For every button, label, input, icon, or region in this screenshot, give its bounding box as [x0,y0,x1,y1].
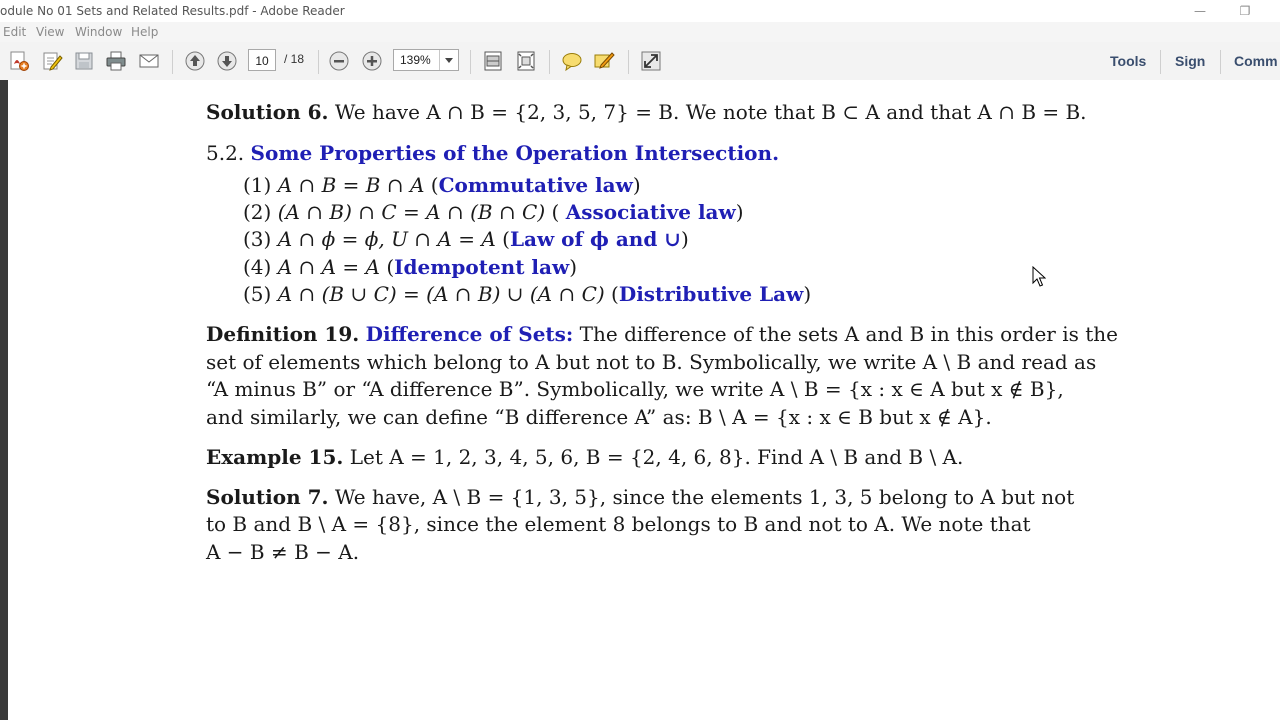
minimize-button[interactable]: — [1194,4,1206,18]
property-paren: ( [502,227,510,251]
property-paren: ) [569,255,577,279]
section-heading [206,141,779,165]
solution-6-label: Solution 6. [206,100,329,124]
menu-window[interactable]: Window [75,25,123,39]
property-formula: A ∩ A = A [277,255,380,279]
document-page [8,80,1280,720]
solution-6 [206,100,1087,124]
page-number-input[interactable]: 10 [248,49,276,71]
solution-7-line-3: A − B ≠ B − A. [206,540,360,564]
property-item [243,282,811,306]
property-number: (1) [243,173,272,197]
next-page-icon[interactable] [216,50,238,72]
toolbar [0,42,1280,81]
property-paren: ) [681,227,689,251]
property-paren: ( [551,200,566,224]
chevron-down-icon[interactable] [439,50,458,70]
save-icon[interactable] [73,50,95,72]
property-item [243,173,641,197]
zoom-value: 139% [400,53,431,67]
property-law: Idempotent law [394,255,570,279]
solution-7-line-2: to B and B \ A = {8}, since the element 8 belongs to B and not to A. We note that [206,512,1031,536]
sign-link[interactable]: Sign [1175,53,1206,69]
property-law: Associative law [565,200,736,224]
property-number: (4) [243,255,272,279]
property-item [243,200,744,224]
property-paren: ( [430,173,439,197]
menu-help[interactable]: Help [131,25,159,39]
title-bar [0,0,1280,22]
email-icon[interactable] [138,50,160,72]
comment-link[interactable]: Comm [1234,53,1278,69]
property-paren: ) [803,282,812,306]
section-number: 5.2. [206,141,245,165]
property-paren: ( [611,282,619,306]
definition-19-line-4: and similarly, we can define “B difference A” as: B \ A = {x : x ∈ B but x ∉ A}. [206,405,992,429]
zoom-out-icon[interactable] [328,50,350,72]
restore-button[interactable]: ❐ [1239,4,1251,18]
tools-link[interactable]: Tools [1110,53,1147,69]
property-item [243,255,577,279]
property-formula: A ∩ ϕ = ϕ, U ∩ A = A [277,227,496,251]
definition-19-text: The difference of the sets A and B in this order is the [579,322,1118,346]
previous-page-icon[interactable] [184,50,206,72]
solution-7-text: We have, A \ B = {1, 3, 5}, since the elements 1, 3, 5 belong to A but not [334,485,1075,509]
property-paren: ) [632,173,641,197]
window-title: odule No 01 Sets and Related Results.pdf - Adobe Reader [0,4,345,18]
solution-7-line-1 [206,485,1074,509]
toolbar-separator [1160,50,1161,74]
property-law: Distributive Law [618,282,804,306]
example-15-label: Example 15. [206,445,344,469]
property-paren: ( [386,255,395,279]
highlight-icon[interactable] [593,50,615,72]
fit-width-icon[interactable] [515,50,537,72]
toolbar-separator [318,50,319,74]
property-number: (3) [243,227,272,251]
solution-6-text: We have A ∩ B = {2, 3, 5, 7} = B. We note that B ⊂ A and that A ∩ B = B. [334,100,1087,124]
menu-edit[interactable]: Edit [3,25,27,39]
toolbar-separator [470,50,471,74]
definition-19-line-1 [206,322,1118,346]
property-formula: (A ∩ B) ∩ C = A ∩ (B ∩ C) [277,200,546,224]
edit-pdf-icon[interactable] [41,50,63,72]
solution-7-label: Solution 7. [206,485,329,509]
menu-bar [0,22,1280,42]
toolbar-separator [628,50,629,74]
property-item [243,227,689,251]
property-formula: A ∩ (B ∪ C) = (A ∩ B) ∪ (A ∩ C) [277,282,605,306]
definition-19-term: Difference of Sets: [365,322,574,346]
page-total: / 18 [284,52,305,66]
zoom-in-icon[interactable] [361,50,383,72]
property-formula: A ∩ B = B ∩ A [277,173,425,197]
mouse-cursor-icon [1032,266,1046,288]
comment-icon[interactable] [561,50,583,72]
property-law: Commutative law [438,173,633,197]
definition-19-line-2: set of elements which belong to A but not to B. Symbolically, we write A \ B and read as [206,350,1097,374]
navigation-pane-edge [0,80,8,720]
property-paren: ) [735,200,744,224]
menu-view[interactable]: View [36,25,65,39]
fit-page-icon[interactable] [482,50,504,72]
definition-19-label: Definition 19. [206,322,360,346]
full-screen-icon[interactable] [640,50,662,72]
example-15 [206,445,963,469]
example-15-text: Let A = 1, 2, 3, 4, 5, 6, B = {2, 4, 6, 8}. Find A \ B and B \ A. [349,445,964,469]
create-pdf-icon[interactable] [8,50,30,72]
print-icon[interactable] [105,50,127,72]
toolbar-separator [1220,50,1221,74]
section-title: Some Properties of the Operation Intersection. [250,141,780,165]
toolbar-separator [549,50,550,74]
property-law: Law of ϕ and ∪ [509,227,682,251]
definition-19-line-3: “A minus B” or “A difference B”. Symbolically, we write A \ B = {x : x ∈ A but x ∉ B}, [206,377,1064,401]
property-number: (5) [243,282,272,306]
property-number: (2) [243,200,272,224]
zoom-select[interactable] [393,49,459,71]
toolbar-separator [172,50,173,74]
